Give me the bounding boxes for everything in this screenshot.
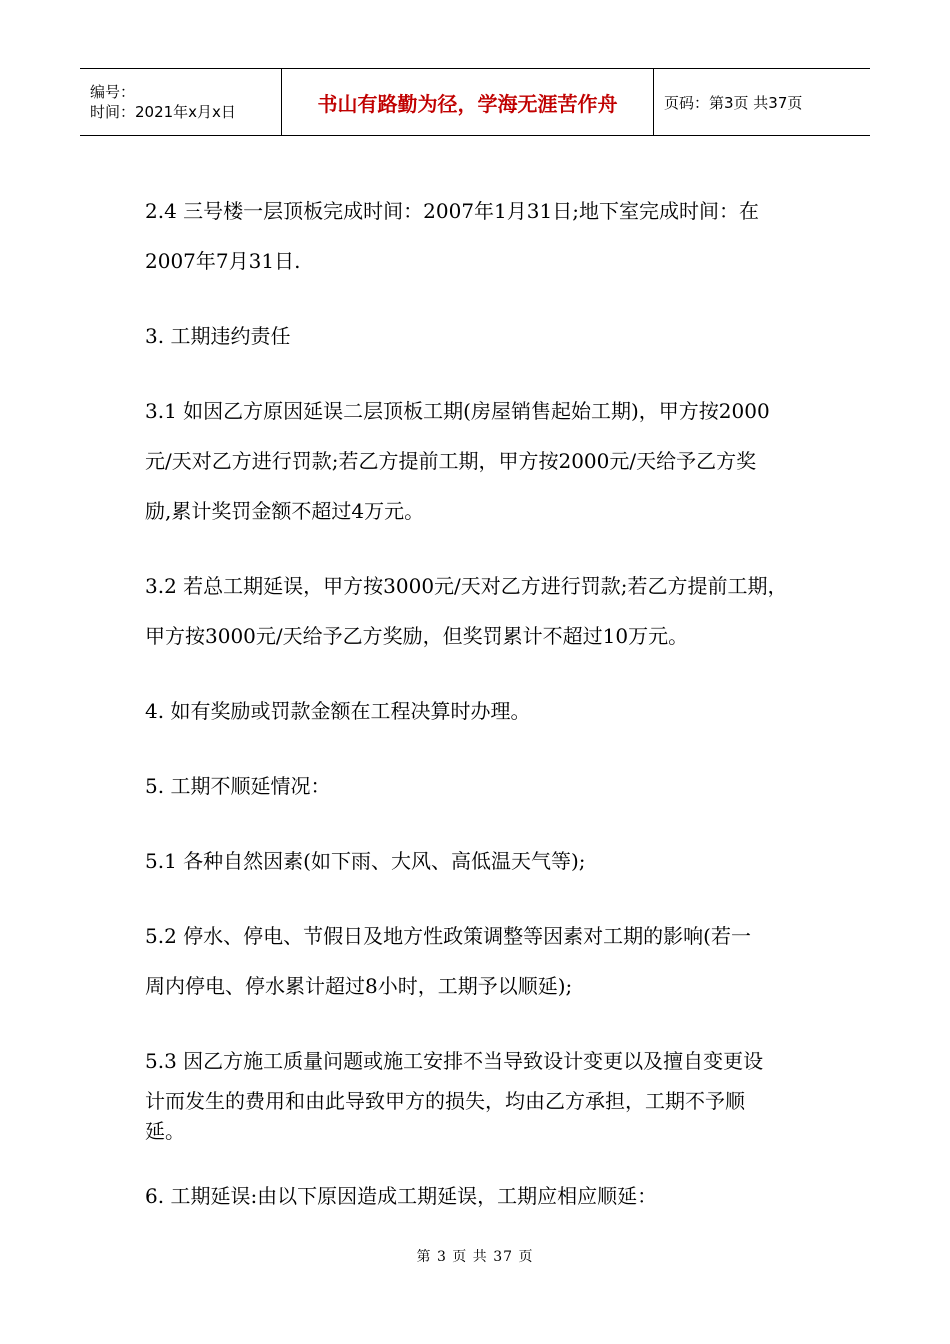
text-line: 元/天对乙方进行罚款;若乙方提前工期，甲方按2000元/天给予乙方奖 (145, 449, 757, 473)
document-number-label: 编号： (90, 83, 136, 101)
text-line: 3.2 若总工期延误，甲方按3000元/天对乙方进行罚款;若乙方提前工期， (145, 574, 788, 598)
text-line: 延。 (145, 1119, 185, 1143)
text-line: 3. 工期违约责任 (145, 324, 291, 348)
text-line: 5.2 停水、停电、节假日及地方性政策调整等因素对工期的影响(若一 (145, 924, 751, 948)
text-line: 3.1 如因乙方原因延误二层顶板工期(房屋销售起始工期)，甲方按2000 (145, 399, 770, 423)
text-line: 2.4 三号楼一层顶板完成时间：2007年1月31日;地下室完成时间：在 (145, 199, 759, 223)
text-line: 5.1 各种自然因素(如下雨、大风、高低温天气等); (145, 849, 586, 873)
text-line: 计而发生的费用和由此导致甲方的损失，均由乙方承担，工期不予顺 (145, 1089, 745, 1113)
paragraph-5-3 (145, 1036, 820, 1146)
section-heading-6 (145, 1171, 820, 1221)
paragraph-4 (145, 686, 820, 736)
text-line: 周内停电、停水累计超过8小时，工期予以顺延); (145, 974, 573, 998)
paragraph-3-1 (145, 386, 820, 536)
text-line: 6. 工期延误:由以下原因造成工期延误，工期应相应顺延： (145, 1184, 658, 1208)
section-heading-3 (145, 311, 820, 361)
header-motto: 书山有路勤为径，学海无涯苦作舟 (282, 69, 654, 135)
section-heading-5 (145, 761, 820, 811)
document-body (145, 186, 820, 1221)
text-line: 5. 工期不顺延情况： (145, 774, 331, 798)
text-line: 4. 如有奖励或罚款金额在工程决算时办理。 (145, 699, 531, 723)
paragraph-5-2 (145, 911, 820, 1011)
text-line: 2007年7月31日. (145, 249, 301, 273)
text-line: 甲方按3000元/天给予乙方奖励，但奖罚累计不超过10万元。 (145, 624, 689, 648)
text-line: 励,累计奖罚金额不超过4万元。 (145, 499, 425, 523)
paragraph-5-1 (145, 836, 820, 886)
text-line: 5.3 因乙方施工质量问题或施工安排不当导致设计变更以及擅自变更设 (145, 1049, 764, 1073)
page-footer: 第 3 页 共 37 页 (416, 1249, 534, 1265)
paragraph-2-4 (145, 186, 820, 286)
header-page-info: 页码：第3页 共37页 (664, 93, 803, 112)
page-header (80, 68, 870, 136)
document-date: 时间：2021年x月x日 (90, 103, 236, 121)
paragraph-3-2 (145, 561, 820, 661)
header-meta (80, 69, 282, 135)
